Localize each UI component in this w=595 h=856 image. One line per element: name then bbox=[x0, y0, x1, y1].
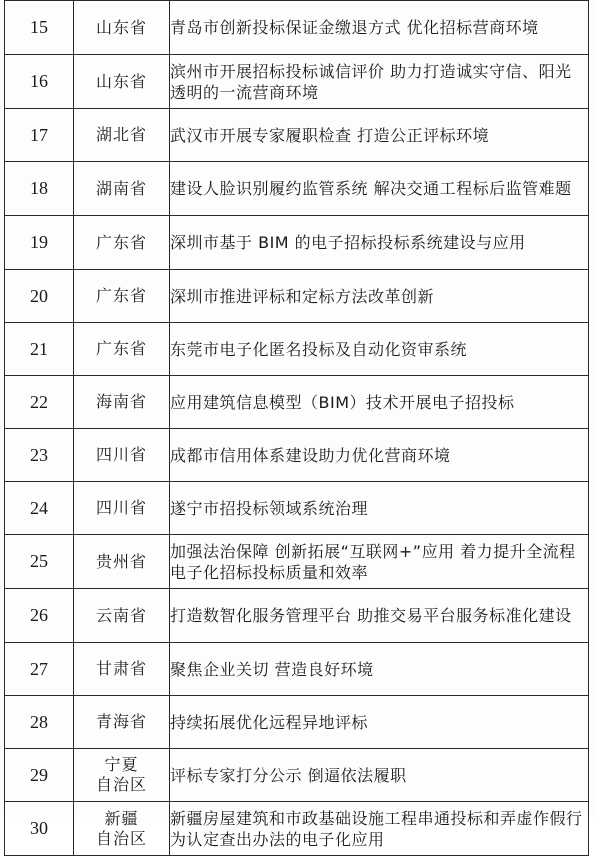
row-province: 甘肃省 bbox=[74, 643, 170, 696]
table-row bbox=[5, 162, 589, 216]
row-province: 湖北省 bbox=[74, 109, 170, 162]
row-item: 建设人脸识别履约监管系统 解决交通工程标后监管难题 bbox=[170, 162, 589, 216]
table-row bbox=[5, 643, 589, 696]
table-row bbox=[5, 429, 589, 482]
row-number: 27 bbox=[5, 643, 74, 696]
table-row bbox=[5, 216, 589, 270]
row-item: 新疆房屋建筑和市政基础设施工程串通投标和弄虚作假行为认定查出办法的电子化应用 bbox=[170, 802, 589, 856]
table-row bbox=[5, 55, 589, 109]
row-item: 打造数智化服务管理平台 助推交易平台服务标准化建设 bbox=[170, 589, 589, 643]
row-item: 评标专家打分公示 倒逼依法履职 bbox=[170, 749, 589, 802]
row-item: 深圳市推进评标和定标方法改革创新 bbox=[170, 270, 589, 323]
row-province: 四川省 bbox=[74, 482, 170, 535]
row-number: 21 bbox=[5, 323, 74, 376]
row-province: 宁夏 自治区 bbox=[74, 749, 170, 802]
row-province: 四川省 bbox=[74, 429, 170, 482]
row-item: 应用建筑信息模型（BIM）技术开展电子招投标 bbox=[170, 376, 589, 429]
row-province: 广东省 bbox=[74, 323, 170, 376]
row-number: 28 bbox=[5, 696, 74, 749]
row-number: 19 bbox=[5, 216, 74, 270]
table-row bbox=[5, 749, 589, 802]
row-number: 26 bbox=[5, 589, 74, 643]
cases-table bbox=[4, 0, 589, 856]
row-province: 广东省 bbox=[74, 216, 170, 270]
row-province: 湖南省 bbox=[74, 162, 170, 216]
row-item: 深圳市基于 BIM 的电子招标投标系统建设与应用 bbox=[170, 216, 589, 270]
table-row bbox=[5, 535, 589, 589]
table-row bbox=[5, 270, 589, 323]
row-number: 24 bbox=[5, 482, 74, 535]
table-row bbox=[5, 482, 589, 535]
row-item: 武汉市开展专家履职检查 打造公正评标环境 bbox=[170, 109, 589, 162]
row-province: 青海省 bbox=[74, 696, 170, 749]
row-province: 海南省 bbox=[74, 376, 170, 429]
row-province: 广东省 bbox=[74, 270, 170, 323]
row-item: 东莞市电子化匿名投标及自动化资审系统 bbox=[170, 323, 589, 376]
row-province: 贵州省 bbox=[74, 535, 170, 589]
row-province: 山东省 bbox=[74, 55, 170, 109]
row-province: 云南省 bbox=[74, 589, 170, 643]
row-number: 15 bbox=[5, 1, 74, 55]
row-number: 23 bbox=[5, 429, 74, 482]
row-number: 29 bbox=[5, 749, 74, 802]
row-number: 20 bbox=[5, 270, 74, 323]
row-province: 新疆 自治区 bbox=[74, 802, 170, 856]
row-item: 遂宁市招投标领域系统治理 bbox=[170, 482, 589, 535]
table-row bbox=[5, 376, 589, 429]
row-item: 聚焦企业关切 营造良好环境 bbox=[170, 643, 589, 696]
row-number: 17 bbox=[5, 109, 74, 162]
table-row bbox=[5, 1, 589, 55]
row-number: 30 bbox=[5, 802, 74, 856]
table-row bbox=[5, 696, 589, 749]
row-item: 青岛市创新投标保证金缴退方式 优化招标营商环境 bbox=[170, 1, 589, 55]
row-item: 持续拓展优化远程异地评标 bbox=[170, 696, 589, 749]
row-number: 25 bbox=[5, 535, 74, 589]
table-row bbox=[5, 323, 589, 376]
table-row bbox=[5, 802, 589, 856]
table-row bbox=[5, 109, 589, 162]
row-item: 加强法治保障 创新拓展“互联网+”应用 着力提升全流程电子化招标投标质量和效率 bbox=[170, 535, 589, 589]
row-number: 18 bbox=[5, 162, 74, 216]
row-item: 成都市信用体系建设助力优化营商环境 bbox=[170, 429, 589, 482]
row-number: 16 bbox=[5, 55, 74, 109]
row-item: 滨州市开展招标投标诚信评价 助力打造诚实守信、阳光透明的一流营商环境 bbox=[170, 55, 589, 109]
table-row bbox=[5, 589, 589, 643]
row-province: 山东省 bbox=[74, 1, 170, 55]
row-number: 22 bbox=[5, 376, 74, 429]
